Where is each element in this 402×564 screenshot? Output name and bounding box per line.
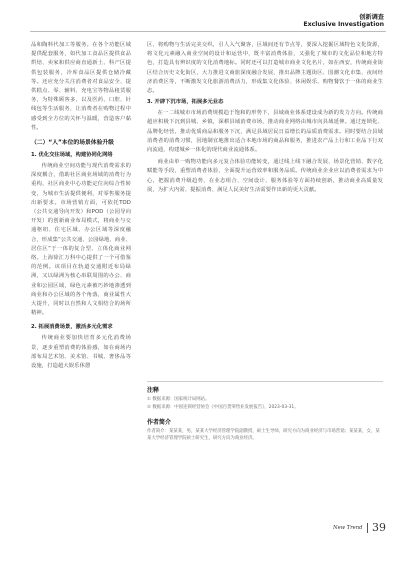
author-heading: 作者简介 — [147, 419, 172, 426]
section-heading-2: （二）“人”本位的场景体验升级 — [31, 140, 114, 147]
right-paragraph-2: 在一二线城市市场消费规模趋于饱和的形势下，县域商业体系建设成为新的发力方向。传统商超应积极下沉到县城、乡镇，深耕县域消费市场，推动商业网络由城市向县域延伸。通过连锁化、品牌化经营，推动优质商品和服务下沉，满足县域居民日益增长的品质消费需求。同时要结合县域消费者的消费习惯，因地制宜地推出适合本地市场的商品和服务，推进农产品上行和工业品下行双向流通，构建城乡一体化的现代商业流通体系。 — [147, 110, 383, 154]
left-paragraph-2: 传统商业空间功能与现代消费需求的深度耦合，借助社区商业场域的消费行为重构，社区商业中心功能定位向综合性转变，为城市生活提供便利，对零售服务提出新要求。市场营销方面，可依托TOD（公共交通导向开发）和POD（公园导向开发）的创新商业布局模式，将商业与交通枢纽、住宅区域、办公区域等深度融合，形成集“公共交通、公园绿地、商业、居住区”于一体的复合型、立体化商业网络。上海徐汇万科中心提供了一个可借鉴的范例。该项目在轨道交通附近布局绿洲，又以绿洲为核心串联周围的办公、商业和公园区域，绿色元素被巧妙地渗透到商业和办公区域的各个角落，商业属性大大提升，同时以自然和人文相结合的场所精神。 — [31, 163, 131, 317]
page-number: 39 — [372, 521, 386, 534]
author-bio: 作者简介：某某某，男，某某大学经济管理学院副教授，硕士生导师，研究方向为商业经济与市场营销；某某某，女，某某大学经济管理学院硕士研究生，研究方向为商业经济。 — [147, 429, 380, 441]
page-header — [303, 14, 384, 28]
footer-brand: New Trend — [333, 524, 363, 531]
note-item-1: ① 数据来源：国家统计局网站。 — [147, 397, 210, 402]
header-title-cn: 创新调查 — [359, 14, 384, 21]
subheading-2-1: 1. 优化交往场域，构建协同化网络 — [31, 152, 113, 159]
notes-divider — [147, 381, 383, 382]
subheading-3: 3. 开辟下沉市场，拓展多元业态 — [147, 99, 224, 106]
left-column — [31, 41, 131, 371]
right-paragraph-3: 商业由单一购物功能向多元复合体验功能转变，通过线上线下融合发展、场景化营销、数字化赋能等手段，重塑消费者体验，全面提升运营效率和服务品质。传统商业企业应以消费者需求为中心，把握消费升级趋势，在业态组合、空间设计、服务体验等方面持续创新，推动商业高质量发展，为扩大内需、提振消费、满足人民美好生活需要作出新的更大贡献。 — [147, 159, 383, 193]
right-column — [147, 41, 383, 195]
left-paragraph-3: 传统商业要加快培育多元化消费场景，逐步重塑消费的体验感，如在商场内部布局艺术馆、美术馆、书城、奢侈品等设施，打造超大娱乐休憩 — [31, 335, 131, 370]
footer-divider — [367, 523, 368, 533]
subheading-2-2: 2. 拓展消费场景，激活多元化需求 — [31, 324, 113, 331]
header-title-en: Exclusive Investigation — [303, 21, 384, 29]
right-paragraph-1: 区，将购物与生活完美交织，引人入气聚客，区域间还有节点等，要深入挖掘区域特色文化资源，将文化元素融入商业空间的设计和运营中，既丰富消费体验，又强化了城市的文化品位和地方特色，打造具有辨识度的文化消费地标。同时还可以打造城市商业文化名片，如在西安，传统商业街区结合历史文化街区，大力推进文商旅深度融合发展，推出品牌主题街区、国潮文化市集、夜间经济消费区等，不断激发文化旅游消费活力，形成集文化体验、休闲娱乐、购物餐饮于一体的商业生态。 — [147, 42, 383, 95]
note-item-2: ② 数据来源：中国连锁经营协会《中国百货零售业发展报告》，2023-03-31。 — [147, 405, 299, 410]
left-paragraph-1: 品和陶料代加工等服务。在各个功能区域提供配套服务，如代加工食品区提供食品烘焙、卖家和供应商直通新土、科产区提供包装服务，冷库食品区提供仓储冷藏等。还应充分关注消费者对食品安全、提供糕点、零、辅料、充电宝等物品租赁服务，为特殊顾客多，以及医药、口腔、针线包等生活服务，让消费者在购物过程中感受到全方位的关怀与温暖，营造客户黏性。 — [31, 42, 131, 131]
page-footer — [333, 521, 386, 534]
header-rule — [30, 31, 386, 32]
notes-heading: 注释 — [147, 387, 160, 394]
